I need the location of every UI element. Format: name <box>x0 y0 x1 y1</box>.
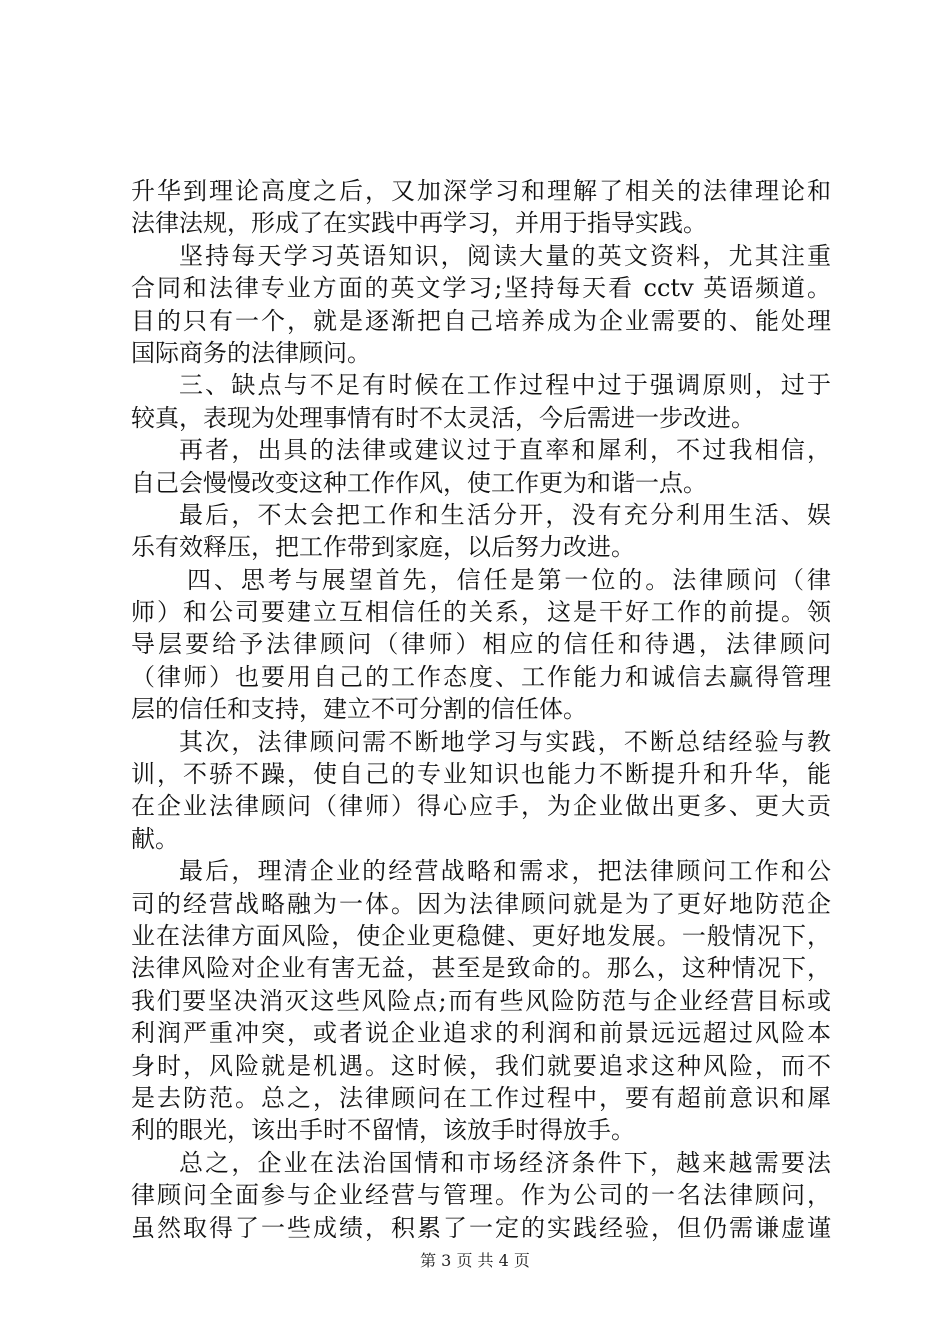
page-number-footer: 第 3 页 共 4 页 <box>420 1251 530 1270</box>
document-body <box>131 175 831 1244</box>
text-line: 律顾问全面参与企业经营与管理。作为公司的一名法律顾问， <box>131 1181 831 1210</box>
text-line: 导层要给予法律顾问（律师）相应的信任和待遇，法律顾问 <box>131 630 831 659</box>
text-line: 最后，不太会把工作和生活分开，没有充分利用生活、娱 <box>179 500 831 529</box>
text-line: 坚持每天学习英语知识，阅读大量的英文资料，尤其注重 <box>179 241 831 270</box>
text-line: 在企业法律顾问（律师）得心应手，为企业做出更多、更大贡 <box>131 792 831 821</box>
text-line: 法律风险对企业有害无益，甚至是致命的。那么，这种情况下， <box>131 954 831 983</box>
text-line: 目的只有一个，就是逐渐把自己培养成为企业需要的、能处理 <box>131 306 831 335</box>
text-line: 司的经营战略融为一体。因为法律顾问就是为了更好地防范企 <box>131 889 831 918</box>
text-line: 我们要坚决消灭这些风险点;而有些风险防范与企业经营目标或 <box>131 986 831 1015</box>
text-line: 虽然取得了一些成绩，积累了一定的实践经验，但仍需谦虚谨 <box>131 1213 831 1242</box>
text-line: 是去防范。总之，法律顾问在工作过程中，要有超前意识和犀 <box>131 1083 831 1112</box>
text-line: 师）和公司要建立互相信任的关系，这是干好工作的前提。领 <box>131 598 831 627</box>
text-line: 法律法规，形成了在实践中再学习，并用于指导实践。 <box>131 209 707 238</box>
text-line: 训，不骄不躁，使自己的专业知识也能力不断提升和升华，能 <box>131 760 831 789</box>
text-line: 献。 <box>131 824 179 853</box>
text-line: 乐有效释压，把工作带到家庭，以后努力改进。 <box>131 533 635 562</box>
text-line: 三、缺点与不足有时候在工作过程中过于强调原则，过于 <box>179 371 831 400</box>
text-line: 四、思考与展望首先，信任是第一位的。法律顾问（律 <box>187 565 831 594</box>
text-line: 层的信任和支持，建立不可分割的信任体。 <box>131 695 587 724</box>
text-line: 国际商务的法律顾问。 <box>131 338 371 367</box>
text-line: 再者，出具的法律或建议过于直率和犀利，不过我相信， <box>179 436 831 465</box>
text-line: 合同和法律专业方面的英文学习;坚持每天看 cctv 英语频道。 <box>131 274 831 303</box>
text-line: 较真，表现为处理事情有时不太灵活，今后需进一步改进。 <box>131 403 755 432</box>
text-line: 身时，风险就是机遇。这时候，我们就要追求这种风险，而不 <box>131 1051 831 1080</box>
text-line: 业在法律方面风险，使企业更稳健、更好地发展。一般情况下， <box>131 921 831 950</box>
text-line: （律师）也要用自己的工作态度、工作能力和诚信去赢得管理 <box>131 662 831 691</box>
text-line: 升华到理论高度之后，又加深学习和理解了相关的法律理论和 <box>131 177 831 205</box>
text-line: 其次，法律顾问需不断地学习与实践，不断总结经验与教 <box>179 727 831 756</box>
text-line: 自己会慢慢改变这种工作作风，使工作更为和谐一点。 <box>131 468 707 497</box>
text-line: 总之，企业在法治国情和市场经济条件下，越来越需要法 <box>179 1148 831 1177</box>
text-line: 利润严重冲突，或者说企业追求的利润和前景远远超过风险本 <box>131 1019 831 1048</box>
text-line: 利的眼光，该出手时不留情，该放手时得放手。 <box>131 1116 635 1145</box>
text-line: 最后，理清企业的经营战略和需求，把法律顾问工作和公 <box>179 857 831 886</box>
